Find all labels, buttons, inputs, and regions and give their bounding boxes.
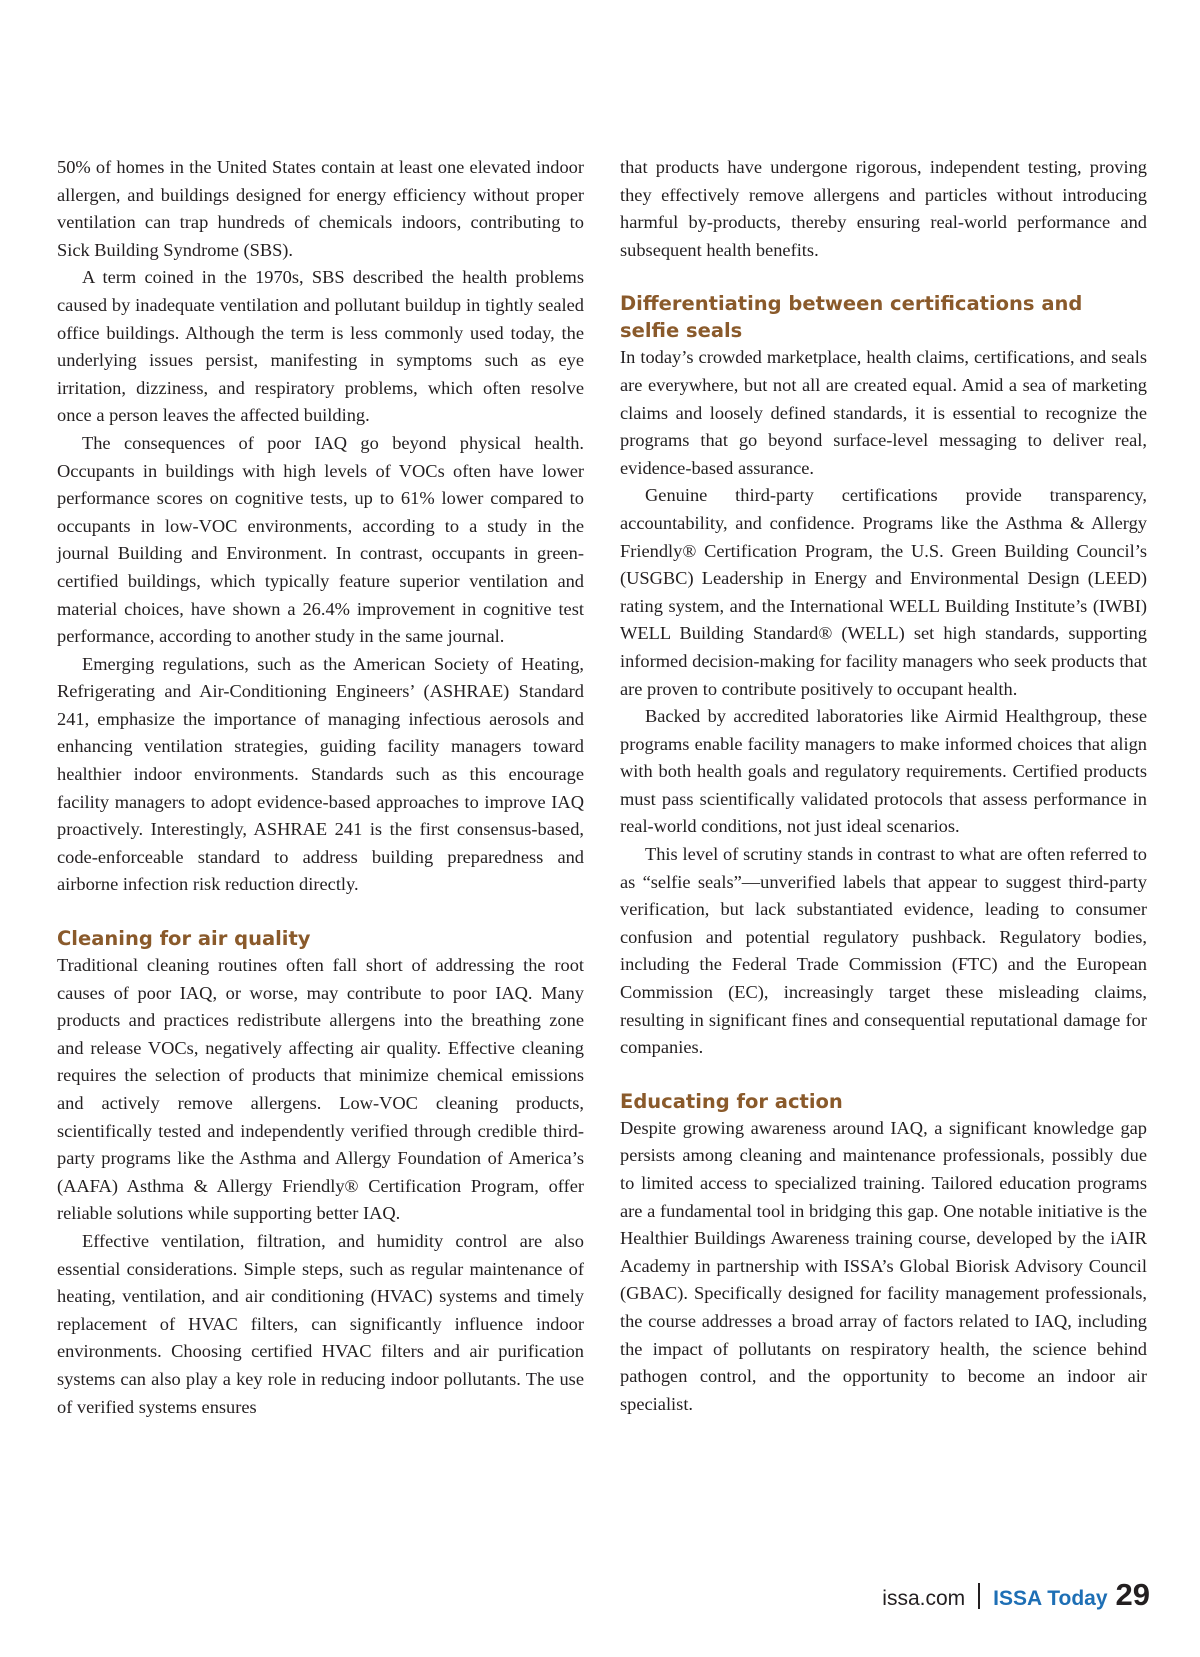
body-paragraph: In today’s crowded marketplace, health claims, certifications, and seals are everywhere, but not all are created equal. Amid a sea of marketing claims and loosely defined standards, it is essential to recognize the programs that go beyond surface-level messaging to deliver real, evidence-based assurance. [620, 347, 1147, 478]
body-paragraph: Backed by accredited laboratories like Airmid Healthgroup, these programs enable facility managers to make informed choices that align with both health goals and regulatory requirements. Certified products must pass scientifically validated protocols that assess performance in real-world conditions, not just ideal scenarios. [620, 706, 1147, 837]
page-number: 29 [1115, 1577, 1150, 1612]
body-paragraph: This level of scrutiny stands in contrast to what are often referred to as “selfie seals”—unverified labels that appear to suggest third-party verification, but lack substantiated evidence, leading to consumer confusion and potential regulatory pushback. Regulatory bodies, including the Federal Trade Commission (FTC) and the European Commission (EC), increasingly target these misleading claims, resulting in significant fines and consequential reputational damage for companies. [620, 844, 1147, 1058]
right-column [620, 154, 1147, 1418]
left-column [57, 154, 584, 1421]
body-paragraph: A term coined in the 1970s, SBS described the health problems caused by inadequate ventilation and pollutant buildup in tightly sealed office buildings. Although the term is less commonly used today, the underlying issues persist, manifesting in symptoms such as eye irritation, dizziness, and respiratory problems, which often resolve once a person leaves the affected building. [57, 267, 584, 426]
page-footer [882, 1577, 1150, 1613]
body-paragraph: The consequences of poor IAQ go beyond physical health. Occupants in buildings with high levels of VOCs often have lower performance scores on cognitive tests, up to 61% lower compared to occupants in low-VOC environments, according to a study in the journal Building and Environment. In contrast, occupants in green-certified buildings, which typically feature superior ventilation and material choices, have shown a 26.4% improvement in cognitive test performance, according to another study in the same journal. [57, 432, 584, 647]
body-paragraph: Traditional cleaning routines often fall short of addressing the root causes of poor IAQ, or worse, may contribute to poor IAQ. Many products and practices redistribute allergens into the breathing zone and release VOCs, negatively affecting air quality. Effective cleaning requires the selection of products that minimize chemical emissions and actively remove allergens. Low-VOC cleaning products, scientifically tested and independently verified through credible third-party programs like the Asthma and Allergy Foundation of America’s (AAFA) Asthma & Allergy Friendly® Certification Program, offer reliable solutions while supporting better IAQ. [57, 955, 584, 1224]
body-paragraph: Despite growing awareness around IAQ, a significant knowledge gap persists among cleaning and maintenance professionals, possibly due to limited access to specialized training. Tailored education programs are a fundamental tool in bridging this gap. One notable initiative is the Healthier Buildings Awareness training course, developed by the iAIR Academy in partnership with ISSA’s Global Biorisk Advisory Council (GBAC). Specifically designed for facility management professionals, the course addresses a broad array of factors related to IAQ, including the impact of pollutants on respiratory health, the science behind pathogen control, and the opportunity to become an indoor air specialist. [620, 1117, 1147, 1414]
body-paragraph: Effective ventilation, filtration, and humidity control are also essential considerations. Simple steps, such as regular maintenance of heating, ventilation, and air conditioning (HVAC) systems and timely replacement of HVAC filters, can significantly influence indoor environments. Choosing certified HVAC filters and air purification systems can also play a key role in reducing indoor pollutants. The use of verified systems ensures [57, 1230, 584, 1417]
section-heading-educating: Educating for action [620, 1089, 843, 1113]
footer-site-url[interactable]: issa.com [882, 1587, 966, 1610]
body-paragraph: Genuine third-party certifications provide transparency, accountability, and confidence. Programs like the Asthma & Allergy Friendly® Certification Program, the U.S. Green Building Council’s (USGBC) Leadership in Energy and Environmental Design (LEED) rating system, and the International WELL Building Institute’s (IWBI) WELL Building Standard® (WELL) set high standards, supporting informed decision-making for facility managers who seek products that are proven to contribute positively to occupant health. [620, 485, 1147, 699]
section-heading-certifications: Differentiating between certifications and selfie seals [620, 292, 1083, 343]
section-heading-cleaning: Cleaning for air quality [57, 927, 311, 951]
footer-magazine-name: ISSA Today [993, 1587, 1108, 1610]
footer-divider [978, 1583, 980, 1609]
body-paragraph: that products have undergone rigorous, independent testing, proving they effectively remove allergens and particles without introducing harmful by-products, thereby ensuring real-world performance and subsequent health benefits. [620, 157, 1147, 260]
body-paragraph: 50% of homes in the United States contain at least one elevated indoor allergen, and buildings designed for energy efficiency without proper ventilation can trap hundreds of chemicals indoors, contributing to Sick Building Syndrome (SBS). [57, 157, 584, 260]
body-paragraph: Emerging regulations, such as the American Society of Heating, Refrigerating and Air-Conditioning Engineers’ (ASHRAE) Standard 241, emphasize the importance of managing infectious aerosols and enhancing ventilation strategies, guiding facility managers toward healthier indoor environments. Standards such as this encourage facility managers to adopt evidence-based approaches to improve IAQ proactively. Interestingly, ASHRAE 241 is the first consensus-based, code-enforceable standard to address building preparedness and airborne infection risk reduction directly. [57, 653, 584, 895]
